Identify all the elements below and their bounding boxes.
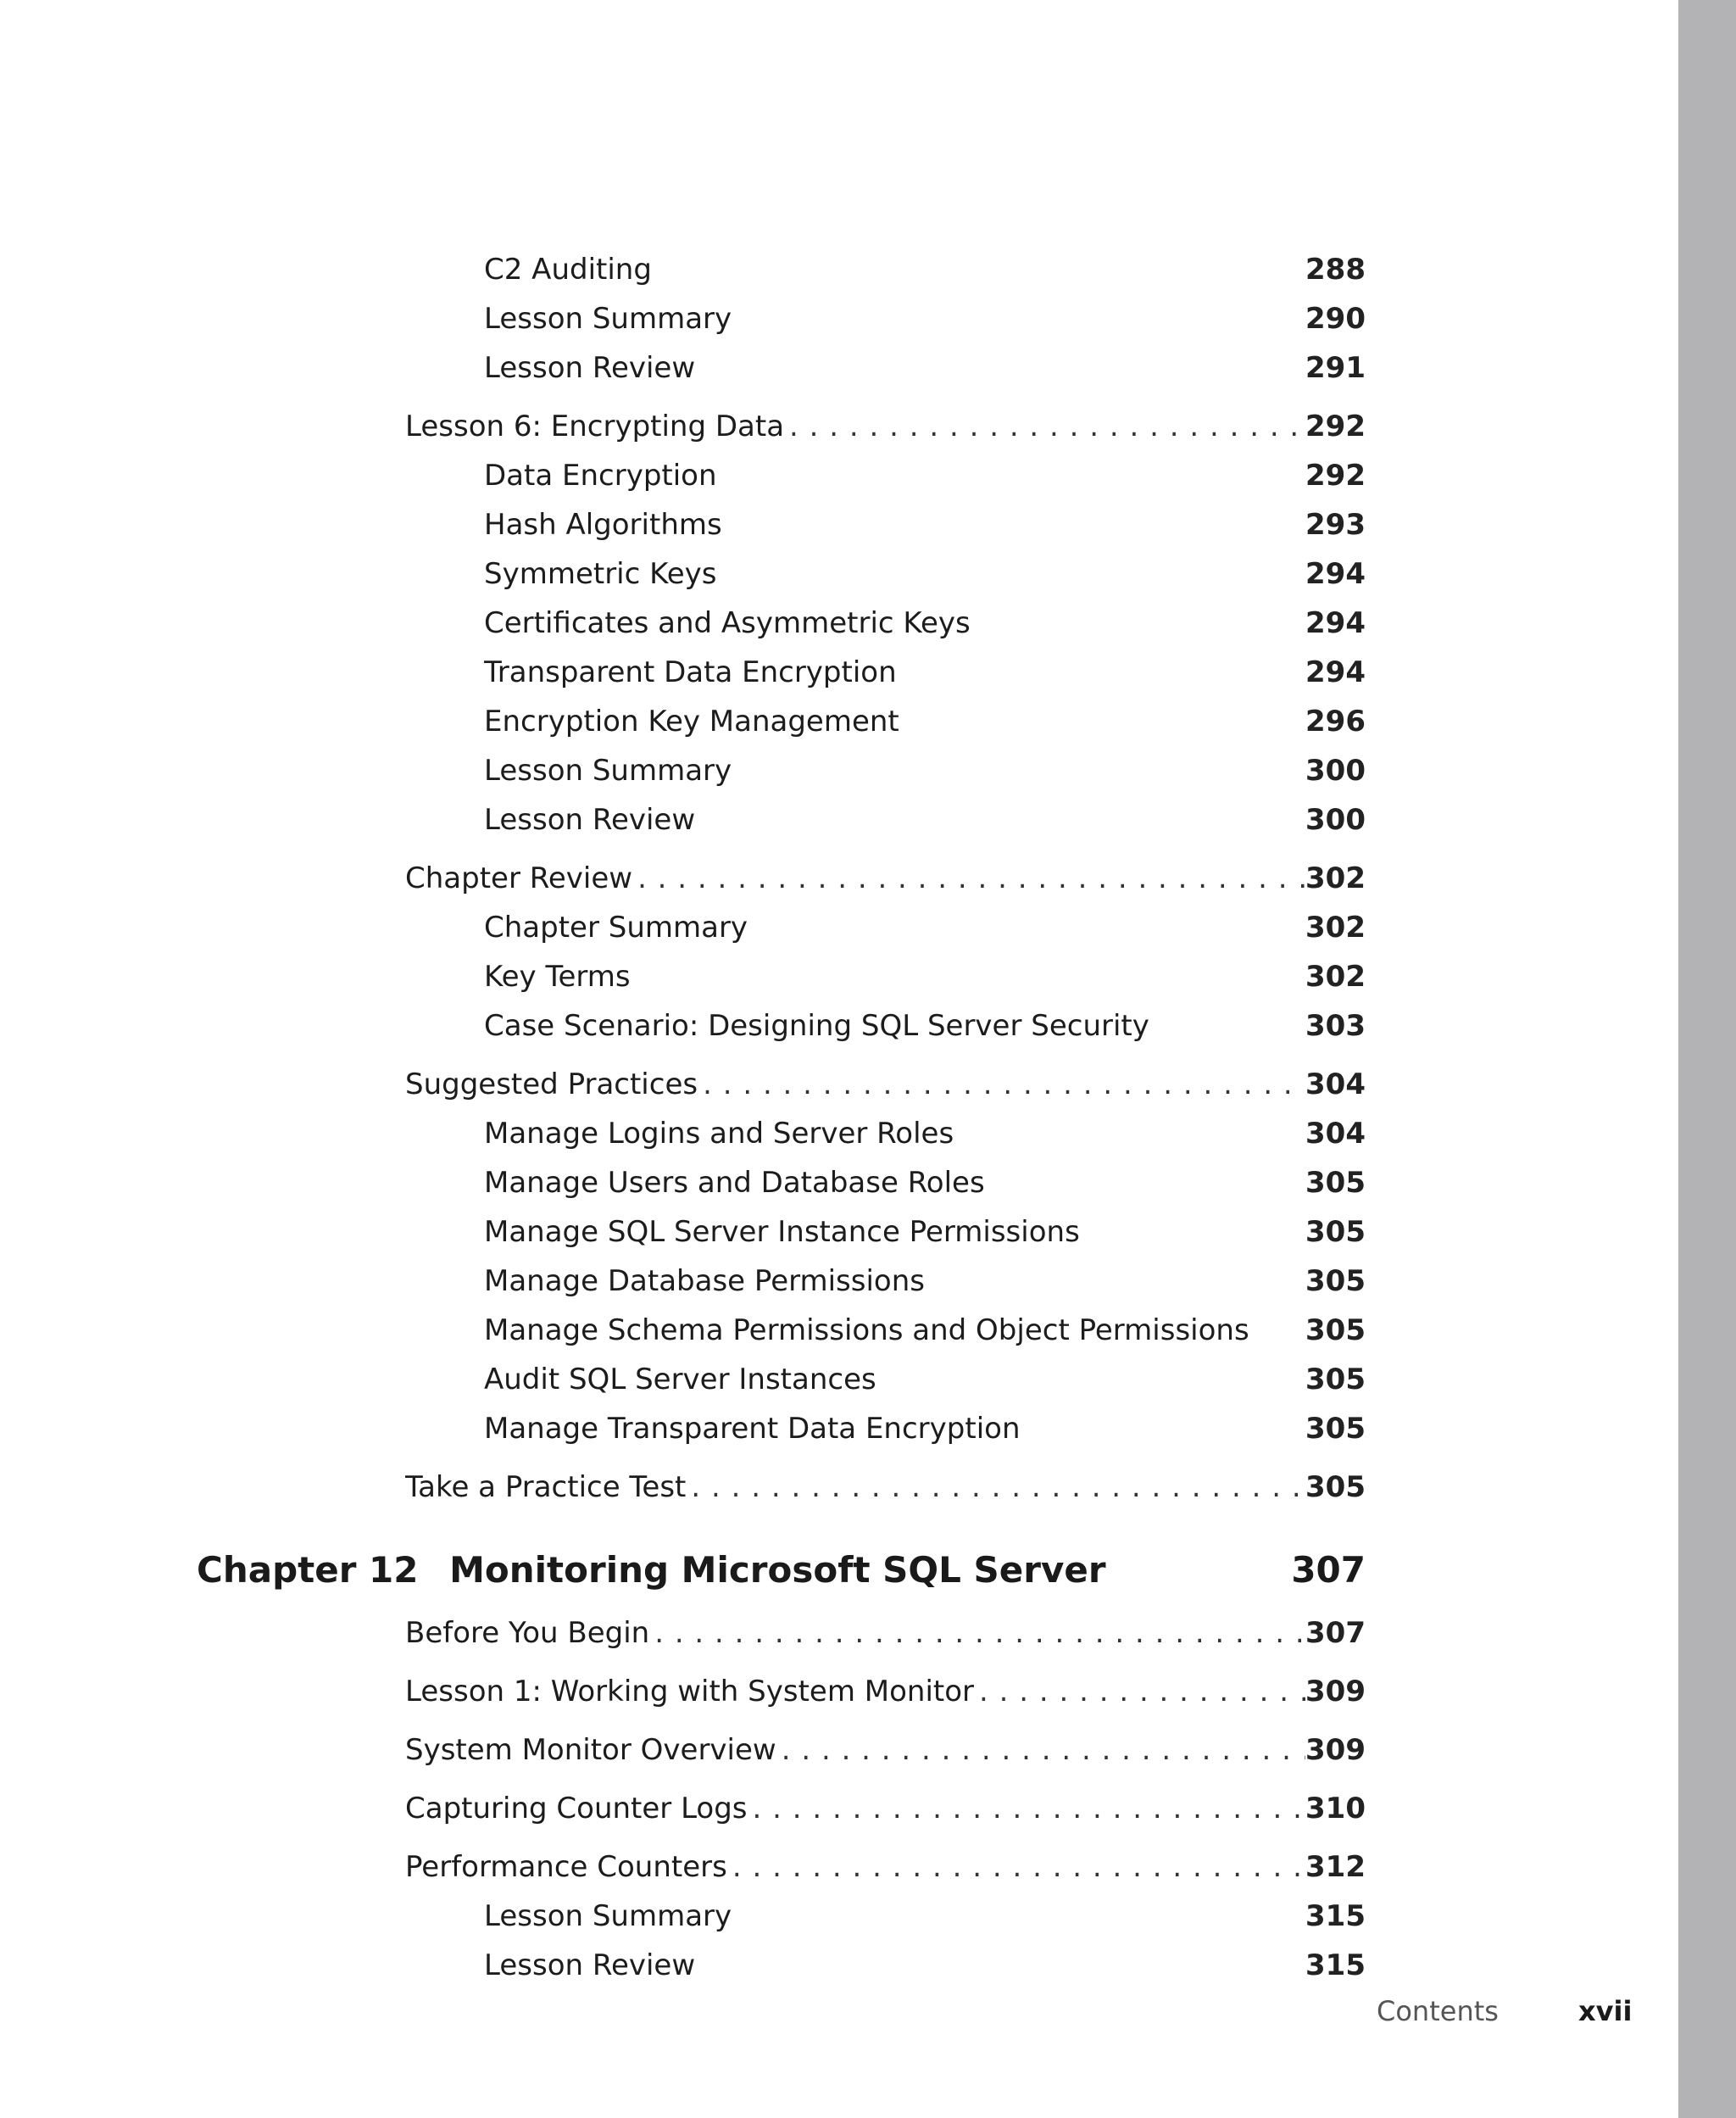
dot-leader: [632, 857, 1305, 900]
toc-entry-title: Transparent Data Encryption: [484, 655, 897, 689]
dot-leader: [698, 1063, 1305, 1106]
dot-leader: [974, 1670, 1305, 1713]
toc-entry-title: Lesson Review: [484, 351, 696, 385]
toc-entry-title: Chapter Review: [405, 861, 633, 895]
toc-entry-page: 304: [1305, 1067, 1366, 1101]
toc-entry-title: Capturing Counter Logs: [405, 1792, 748, 1825]
toc-entry[interactable]: [484, 1112, 1366, 1155]
toc-entry-page: 309: [1305, 1675, 1366, 1708]
toc-entry-title: Key Terms: [484, 960, 631, 994]
folio-page-number: xvii: [1578, 1995, 1633, 2027]
toc-entry-page: 302: [1305, 960, 1366, 994]
toc-entry[interactable]: [484, 1260, 1366, 1302]
dot-leader: [649, 1612, 1305, 1654]
toc-entry[interactable]: [484, 1309, 1366, 1352]
toc-entry-title: System Monitor Overview: [405, 1733, 776, 1767]
toc-entry-page: 290: [1305, 302, 1366, 336]
dot-leader: [776, 1729, 1305, 1771]
toc-entry-title: Performance Counters: [405, 1850, 727, 1884]
toc-entry-page: 292: [1305, 410, 1366, 443]
toc-entry-title: Suggested Practices: [405, 1067, 698, 1101]
toc-entry-page: 305: [1305, 1470, 1366, 1504]
toc-section-entry[interactable]: [405, 1612, 1366, 1654]
toc-entry-title: Lesson Review: [484, 1948, 696, 1982]
toc-entry-page: 307: [1305, 1616, 1366, 1650]
toc-entry[interactable]: [484, 1162, 1366, 1204]
running-footer-label: Contents: [1377, 1995, 1499, 2027]
dot-leader: [686, 1466, 1305, 1508]
chapter-page: 307: [1291, 1549, 1366, 1591]
toc-entry[interactable]: [484, 454, 1366, 497]
toc-entry-title: Lesson Review: [484, 803, 696, 837]
toc-section-entry[interactable]: [405, 1670, 1366, 1713]
toc-entry-title: Manage Schema Permissions and Object Permissions: [484, 1313, 1249, 1347]
toc-entry-page: 302: [1305, 861, 1366, 895]
toc-entry-page: 291: [1305, 351, 1366, 385]
toc-entry-title: Encryption Key Management: [484, 705, 899, 739]
toc-entry-title: Lesson Summary: [484, 302, 732, 336]
toc-entry-page: 293: [1305, 508, 1366, 542]
toc-section-entry[interactable]: [405, 1063, 1366, 1106]
toc-entry-title: Hash Algorithms: [484, 508, 722, 542]
toc-entry[interactable]: [484, 906, 1366, 949]
toc-entry[interactable]: [484, 602, 1366, 644]
toc-entry-page: 288: [1305, 253, 1366, 287]
toc-section-entry[interactable]: [405, 1846, 1366, 1888]
toc-entry[interactable]: [484, 1211, 1366, 1253]
toc-section-entry[interactable]: [405, 1787, 1366, 1830]
toc-entry-page: 294: [1305, 606, 1366, 640]
toc-entry-title: Symmetric Keys: [484, 557, 717, 591]
dot-leader: [727, 1846, 1305, 1888]
toc-entry[interactable]: [484, 1407, 1366, 1450]
toc-entry-page: 312: [1305, 1850, 1366, 1884]
toc-entry-title: Manage SQL Server Instance Permissions: [484, 1215, 1080, 1249]
toc-entry[interactable]: [484, 799, 1366, 841]
toc-entry[interactable]: [484, 1895, 1366, 1937]
chapter-title: Monitoring Microsoft SQL Server: [449, 1549, 1106, 1591]
toc-entry-page: 305: [1305, 1363, 1366, 1396]
toc-entry-title: Before You Begin: [405, 1616, 650, 1650]
toc-section-entry[interactable]: [405, 1466, 1366, 1508]
toc-entry[interactable]: [484, 1358, 1366, 1401]
toc-entry-title: Case Scenario: Designing SQL Server Security: [484, 1009, 1149, 1043]
chapter-number: Chapter 12: [197, 1549, 419, 1591]
toc-entry[interactable]: [484, 651, 1366, 694]
toc-entry-page: 315: [1305, 1899, 1366, 1933]
dot-leader: [784, 405, 1305, 448]
toc-entry-page: 310: [1305, 1792, 1366, 1825]
toc-entry-title: Certificates and Asymmetric Keys: [484, 606, 971, 640]
toc-entry[interactable]: [484, 956, 1366, 998]
toc-entry-title: Lesson 1: Working with System Monitor: [405, 1675, 975, 1708]
toc-section-entry[interactable]: [405, 405, 1366, 448]
toc-entry[interactable]: [484, 700, 1366, 743]
toc-entry-page: 305: [1305, 1215, 1366, 1249]
toc-entry-title: Lesson Summary: [484, 1899, 732, 1933]
toc-entry[interactable]: [484, 347, 1366, 389]
toc-entry-page: 305: [1305, 1264, 1366, 1298]
toc-entry-title: Lesson 6: Encrypting Data: [405, 410, 785, 443]
toc-entry[interactable]: [484, 750, 1366, 792]
toc-entry[interactable]: [484, 504, 1366, 546]
toc-entry[interactable]: [484, 298, 1366, 340]
toc-entry-page: 296: [1305, 705, 1366, 739]
toc-entry-title: Data Encryption: [484, 459, 717, 493]
toc-section-entry[interactable]: [405, 857, 1366, 900]
toc-entry-title: Lesson Summary: [484, 754, 732, 788]
toc-entry-title: Manage Database Permissions: [484, 1264, 925, 1298]
toc-entry-title: Manage Logins and Server Roles: [484, 1117, 954, 1151]
toc-entry[interactable]: [484, 553, 1366, 595]
toc-entry-page: 305: [1305, 1412, 1366, 1446]
toc-entry-title: Chapter Summary: [484, 911, 748, 945]
dot-leader: [748, 1787, 1305, 1830]
toc-entry-page: 300: [1305, 754, 1366, 788]
page-edge-band: [1678, 0, 1736, 2118]
toc-entry[interactable]: [484, 1944, 1366, 1987]
toc-entry-page: 302: [1305, 911, 1366, 945]
toc-entry[interactable]: [484, 1005, 1366, 1047]
toc-entry[interactable]: [484, 248, 1366, 291]
toc-section-entry[interactable]: [405, 1729, 1366, 1771]
toc-entry-title: Audit SQL Server Instances: [484, 1363, 876, 1396]
toc-entry-page: 292: [1305, 459, 1366, 493]
toc-entry-page: 294: [1305, 557, 1366, 591]
toc-entry-title: Take a Practice Test: [405, 1470, 687, 1504]
toc-entry-page: 305: [1305, 1313, 1366, 1347]
toc-entry-page: 303: [1305, 1009, 1366, 1043]
toc-entry-page: 304: [1305, 1117, 1366, 1151]
toc-entry-page: 294: [1305, 655, 1366, 689]
toc-entry-page: 315: [1305, 1948, 1366, 1982]
toc-entry-title: Manage Users and Database Roles: [484, 1166, 985, 1200]
toc-entry-title: C2 Auditing: [484, 253, 652, 287]
toc-entry-page: 309: [1305, 1733, 1366, 1767]
toc-entry-page: 300: [1305, 803, 1366, 837]
toc-entry-page: 305: [1305, 1166, 1366, 1200]
toc-entry-title: Manage Transparent Data Encryption: [484, 1412, 1021, 1446]
toc-chapter-heading[interactable]: [197, 1543, 1366, 1597]
